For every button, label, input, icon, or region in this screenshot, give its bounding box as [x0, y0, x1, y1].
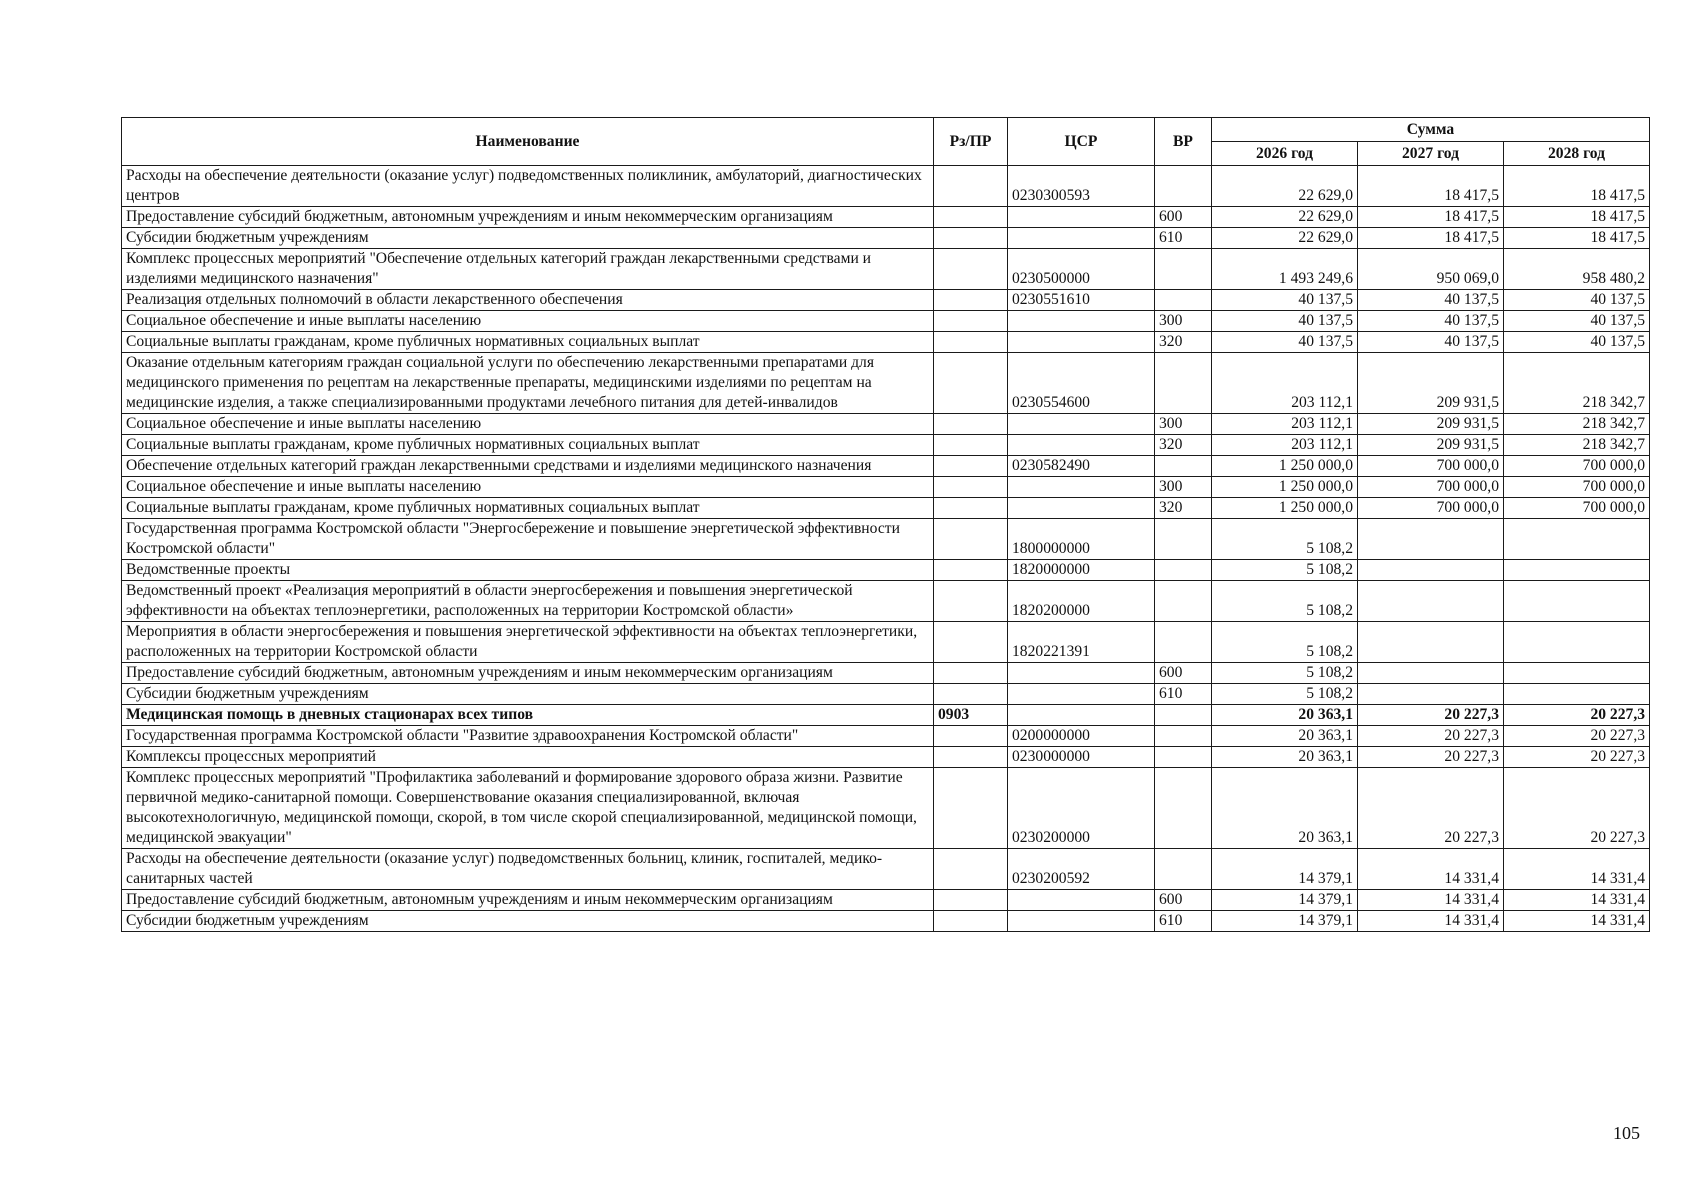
- cell-rz: [934, 353, 1008, 414]
- cell-csr: 0230300593: [1008, 166, 1155, 207]
- cell-rz: [934, 560, 1008, 581]
- cell-2026: 14 379,1: [1212, 911, 1358, 932]
- cell-2026: 5 108,2: [1212, 663, 1358, 684]
- cell-2028: [1504, 519, 1650, 560]
- cell-2026: 20 363,1: [1212, 726, 1358, 747]
- table-row: [122, 849, 1650, 890]
- budget-table: [121, 117, 1650, 932]
- header-csr: ЦСР: [1008, 118, 1155, 166]
- table-row: [122, 890, 1650, 911]
- cell-rz: [934, 622, 1008, 663]
- cell-2028: 20 227,3: [1504, 768, 1650, 849]
- cell-rz: [934, 456, 1008, 477]
- cell-2028: 40 137,5: [1504, 290, 1650, 311]
- cell-csr: 0230551610: [1008, 290, 1155, 311]
- cell-2027: [1358, 560, 1504, 581]
- cell-rz: [934, 207, 1008, 228]
- cell-2027: 18 417,5: [1358, 207, 1504, 228]
- cell-2026: 5 108,2: [1212, 622, 1358, 663]
- table-row: [122, 353, 1650, 414]
- cell-csr: 1820200000: [1008, 581, 1155, 622]
- cell-csr: [1008, 207, 1155, 228]
- header-rz: Рз/ПР: [934, 118, 1008, 166]
- cell-2027: 40 137,5: [1358, 332, 1504, 353]
- cell-name: Предоставление субсидий бюджетным, автономным учреждениям и иным некоммерческим организациям: [122, 663, 934, 684]
- cell-2027: 20 227,3: [1358, 768, 1504, 849]
- cell-rz: [934, 311, 1008, 332]
- table-row: [122, 560, 1650, 581]
- cell-csr: 0230500000: [1008, 249, 1155, 290]
- cell-csr: 1820221391: [1008, 622, 1155, 663]
- cell-vr: [1155, 726, 1212, 747]
- page-number: 105: [1613, 1123, 1640, 1143]
- cell-rz: [934, 228, 1008, 249]
- cell-2028: 14 331,4: [1504, 849, 1650, 890]
- cell-name: Субсидии бюджетным учреждениям: [122, 684, 934, 705]
- cell-2026: 22 629,0: [1212, 228, 1358, 249]
- cell-2028: 218 342,7: [1504, 435, 1650, 456]
- table-row: [122, 726, 1650, 747]
- cell-2028: 958 480,2: [1504, 249, 1650, 290]
- cell-csr: [1008, 435, 1155, 456]
- cell-2028: [1504, 684, 1650, 705]
- cell-csr: [1008, 498, 1155, 519]
- cell-rz: [934, 726, 1008, 747]
- table-row: [122, 747, 1650, 768]
- cell-name: Мероприятия в области энергосбережения и повышения энергетической эффективности на объектах теплоэнергетики, расположенных на территории Костромской области: [122, 622, 934, 663]
- cell-name: Социальное обеспечение и иные выплаты населению: [122, 414, 934, 435]
- cell-vr: 320: [1155, 332, 1212, 353]
- cell-vr: 300: [1155, 311, 1212, 332]
- cell-rz: [934, 663, 1008, 684]
- cell-csr: 1800000000: [1008, 519, 1155, 560]
- cell-vr: [1155, 705, 1212, 726]
- cell-2026: 40 137,5: [1212, 311, 1358, 332]
- header-year-2028: 2028 год: [1504, 142, 1650, 166]
- cell-rz: [934, 747, 1008, 768]
- cell-2027: [1358, 581, 1504, 622]
- cell-csr: [1008, 311, 1155, 332]
- cell-csr: [1008, 332, 1155, 353]
- cell-2026: 5 108,2: [1212, 519, 1358, 560]
- cell-name: Расходы на обеспечение деятельности (оказание услуг) подведомственных больниц, клиник, госпиталей, медико-санитарных частей: [122, 849, 934, 890]
- cell-rz: [934, 768, 1008, 849]
- cell-vr: 600: [1155, 890, 1212, 911]
- cell-2028: 40 137,5: [1504, 332, 1650, 353]
- cell-vr: [1155, 166, 1212, 207]
- cell-csr: 0200000000: [1008, 726, 1155, 747]
- cell-2027: 700 000,0: [1358, 456, 1504, 477]
- cell-vr: [1155, 249, 1212, 290]
- cell-2028: 20 227,3: [1504, 705, 1650, 726]
- cell-rz: [934, 911, 1008, 932]
- cell-2028: [1504, 663, 1650, 684]
- cell-name: Субсидии бюджетным учреждениям: [122, 911, 934, 932]
- table-row: [122, 456, 1650, 477]
- table-row: [122, 663, 1650, 684]
- cell-name: Социальные выплаты гражданам, кроме публичных нормативных социальных выплат: [122, 332, 934, 353]
- cell-csr: 0230000000: [1008, 747, 1155, 768]
- table-row: [122, 166, 1650, 207]
- cell-vr: 300: [1155, 477, 1212, 498]
- table-body: [122, 166, 1650, 932]
- cell-2028: 218 342,7: [1504, 414, 1650, 435]
- cell-2028: [1504, 622, 1650, 663]
- cell-vr: [1155, 290, 1212, 311]
- table-row: [122, 705, 1650, 726]
- cell-rz: [934, 249, 1008, 290]
- cell-name: Субсидии бюджетным учреждениям: [122, 228, 934, 249]
- cell-vr: 610: [1155, 228, 1212, 249]
- table-row: [122, 290, 1650, 311]
- cell-name: Комплексы процессных мероприятий: [122, 747, 934, 768]
- cell-csr: [1008, 890, 1155, 911]
- table-row: [122, 498, 1650, 519]
- cell-2028: 18 417,5: [1504, 207, 1650, 228]
- cell-2027: 20 227,3: [1358, 705, 1504, 726]
- cell-2028: 18 417,5: [1504, 228, 1650, 249]
- cell-rz: [934, 477, 1008, 498]
- cell-vr: 300: [1155, 414, 1212, 435]
- cell-2026: 20 363,1: [1212, 705, 1358, 726]
- table-row: [122, 435, 1650, 456]
- cell-name: Расходы на обеспечение деятельности (оказание услуг) подведомственных поликлиник, амбулаторий, диагностических центров: [122, 166, 934, 207]
- cell-2026: 203 112,1: [1212, 414, 1358, 435]
- cell-2027: 20 227,3: [1358, 726, 1504, 747]
- cell-2026: 14 379,1: [1212, 849, 1358, 890]
- cell-2028: 700 000,0: [1504, 456, 1650, 477]
- cell-rz: [934, 890, 1008, 911]
- cell-2026: 5 108,2: [1212, 560, 1358, 581]
- cell-2028: [1504, 581, 1650, 622]
- header-sum: Сумма: [1212, 118, 1650, 142]
- cell-csr: [1008, 705, 1155, 726]
- cell-rz: [934, 498, 1008, 519]
- cell-2026: 1 250 000,0: [1212, 456, 1358, 477]
- cell-name: Предоставление субсидий бюджетным, автономным учреждениям и иным некоммерческим организациям: [122, 207, 934, 228]
- cell-name: Социальное обеспечение и иные выплаты населению: [122, 477, 934, 498]
- cell-vr: 600: [1155, 207, 1212, 228]
- header-year-2026: 2026 год: [1212, 142, 1358, 166]
- cell-name: Социальные выплаты гражданам, кроме публичных нормативных социальных выплат: [122, 435, 934, 456]
- cell-name: Ведомственный проект «Реализация мероприятий в области энергосбережения и повышения энергетической эффективности на объектах теплоэнергетики, расположенных на территории Костромской области»: [122, 581, 934, 622]
- table-row: [122, 519, 1650, 560]
- cell-rz: [934, 166, 1008, 207]
- cell-csr: 1820000000: [1008, 560, 1155, 581]
- table-row: [122, 228, 1650, 249]
- cell-csr: [1008, 684, 1155, 705]
- table-row: [122, 684, 1650, 705]
- cell-vr: [1155, 747, 1212, 768]
- cell-name: Оказание отдельным категориям граждан социальной услуги по обеспечению лекарственными препаратами для медицинского применения по рецептам на лекарственные препараты, медицинскими изделиями по рецептам на медицинские изделия, а также специализированными продуктами лечебного питания для детей-инвалидов: [122, 353, 934, 414]
- cell-vr: 610: [1155, 684, 1212, 705]
- cell-vr: [1155, 353, 1212, 414]
- cell-rz: [934, 519, 1008, 560]
- cell-rz: [934, 581, 1008, 622]
- header-year-2027: 2027 год: [1358, 142, 1504, 166]
- cell-csr: [1008, 228, 1155, 249]
- cell-2028: 20 227,3: [1504, 726, 1650, 747]
- cell-2026: 1 250 000,0: [1212, 498, 1358, 519]
- cell-2028: 14 331,4: [1504, 911, 1650, 932]
- cell-2027: 18 417,5: [1358, 166, 1504, 207]
- cell-vr: [1155, 581, 1212, 622]
- table-row: [122, 581, 1650, 622]
- cell-2028: [1504, 560, 1650, 581]
- cell-vr: [1155, 849, 1212, 890]
- cell-2028: 14 331,4: [1504, 890, 1650, 911]
- cell-2027: 209 931,5: [1358, 414, 1504, 435]
- cell-2026: 40 137,5: [1212, 290, 1358, 311]
- cell-2027: 700 000,0: [1358, 477, 1504, 498]
- cell-rz: [934, 435, 1008, 456]
- cell-2027: 209 931,5: [1358, 435, 1504, 456]
- cell-2026: 40 137,5: [1212, 332, 1358, 353]
- cell-2027: 14 331,4: [1358, 849, 1504, 890]
- cell-2026: 22 629,0: [1212, 166, 1358, 207]
- cell-2026: 1 493 249,6: [1212, 249, 1358, 290]
- cell-rz: [934, 414, 1008, 435]
- cell-2027: 950 069,0: [1358, 249, 1504, 290]
- cell-2027: 18 417,5: [1358, 228, 1504, 249]
- cell-vr: 600: [1155, 663, 1212, 684]
- table-row: [122, 332, 1650, 353]
- cell-2028: 20 227,3: [1504, 747, 1650, 768]
- cell-vr: [1155, 519, 1212, 560]
- cell-name: Реализация отдельных полномочий в области лекарственного обеспечения: [122, 290, 934, 311]
- cell-2027: [1358, 622, 1504, 663]
- cell-name: Ведомственные проекты: [122, 560, 934, 581]
- cell-vr: [1155, 768, 1212, 849]
- cell-name: Государственная программа Костромской области "Энергосбережение и повышение энергетической эффективности Костромской области": [122, 519, 934, 560]
- cell-name: Комплекс процессных мероприятий "Профилактика заболеваний и формирование здорового образа жизни. Развитие первичной медико-санитарной помощи. Совершенствование оказания специализированной, включая высокотехнологичную, медицинской помощи, скорой, в том числе скорой специализированной, медицинской помощи, медицинской эвакуации": [122, 768, 934, 849]
- table-row: [122, 911, 1650, 932]
- table-row: [122, 414, 1650, 435]
- cell-csr: [1008, 663, 1155, 684]
- cell-vr: 610: [1155, 911, 1212, 932]
- cell-name: Медицинская помощь в дневных стационарах всех типов: [122, 705, 934, 726]
- cell-vr: [1155, 560, 1212, 581]
- cell-2027: 209 931,5: [1358, 353, 1504, 414]
- table-row: [122, 477, 1650, 498]
- cell-csr: 0230200592: [1008, 849, 1155, 890]
- cell-vr: 320: [1155, 498, 1212, 519]
- cell-2026: 14 379,1: [1212, 890, 1358, 911]
- cell-csr: [1008, 911, 1155, 932]
- cell-csr: 0230582490: [1008, 456, 1155, 477]
- cell-csr: [1008, 414, 1155, 435]
- cell-2026: 203 112,1: [1212, 353, 1358, 414]
- cell-csr: [1008, 477, 1155, 498]
- cell-2027: 40 137,5: [1358, 290, 1504, 311]
- cell-2027: 14 331,4: [1358, 911, 1504, 932]
- table-row: [122, 311, 1650, 332]
- cell-vr: [1155, 622, 1212, 663]
- cell-2028: 18 417,5: [1504, 166, 1650, 207]
- cell-name: Комплекс процессных мероприятий "Обеспечение отдельных категорий граждан лекарственными средствами и изделиями медицинского назначения": [122, 249, 934, 290]
- cell-name: Обеспечение отдельных категорий граждан лекарственными средствами и изделиями медицинского назначения: [122, 456, 934, 477]
- cell-2026: 5 108,2: [1212, 581, 1358, 622]
- cell-2028: 700 000,0: [1504, 498, 1650, 519]
- header-name: Наименование: [122, 118, 934, 166]
- cell-2026: 1 250 000,0: [1212, 477, 1358, 498]
- table-header: [122, 118, 1650, 166]
- cell-csr: 0230200000: [1008, 768, 1155, 849]
- cell-name: Предоставление субсидий бюджетным, автономным учреждениям и иным некоммерческим организациям: [122, 890, 934, 911]
- cell-2027: [1358, 519, 1504, 560]
- cell-2028: 218 342,7: [1504, 353, 1650, 414]
- table-row: [122, 768, 1650, 849]
- cell-2027: [1358, 663, 1504, 684]
- cell-2028: 40 137,5: [1504, 311, 1650, 332]
- cell-vr: 320: [1155, 435, 1212, 456]
- cell-2026: 22 629,0: [1212, 207, 1358, 228]
- cell-2027: 40 137,5: [1358, 311, 1504, 332]
- table-row: [122, 622, 1650, 663]
- cell-rz: [934, 684, 1008, 705]
- cell-rz: [934, 290, 1008, 311]
- cell-2026: 203 112,1: [1212, 435, 1358, 456]
- cell-2027: 700 000,0: [1358, 498, 1504, 519]
- cell-2026: 20 363,1: [1212, 768, 1358, 849]
- cell-vr: [1155, 456, 1212, 477]
- table-row: [122, 207, 1650, 228]
- cell-rz: [934, 332, 1008, 353]
- header-vr: ВР: [1155, 118, 1212, 166]
- cell-2028: 700 000,0: [1504, 477, 1650, 498]
- cell-csr: 0230554600: [1008, 353, 1155, 414]
- table-row: [122, 249, 1650, 290]
- cell-name: Государственная программа Костромской области "Развитие здравоохранения Костромской области": [122, 726, 934, 747]
- cell-name: Социальные выплаты гражданам, кроме публичных нормативных социальных выплат: [122, 498, 934, 519]
- cell-rz: 0903: [934, 705, 1008, 726]
- cell-2026: 20 363,1: [1212, 747, 1358, 768]
- cell-2027: 14 331,4: [1358, 890, 1504, 911]
- cell-2027: [1358, 684, 1504, 705]
- cell-2027: 20 227,3: [1358, 747, 1504, 768]
- cell-name: Социальное обеспечение и иные выплаты населению: [122, 311, 934, 332]
- cell-rz: [934, 849, 1008, 890]
- cell-2026: 5 108,2: [1212, 684, 1358, 705]
